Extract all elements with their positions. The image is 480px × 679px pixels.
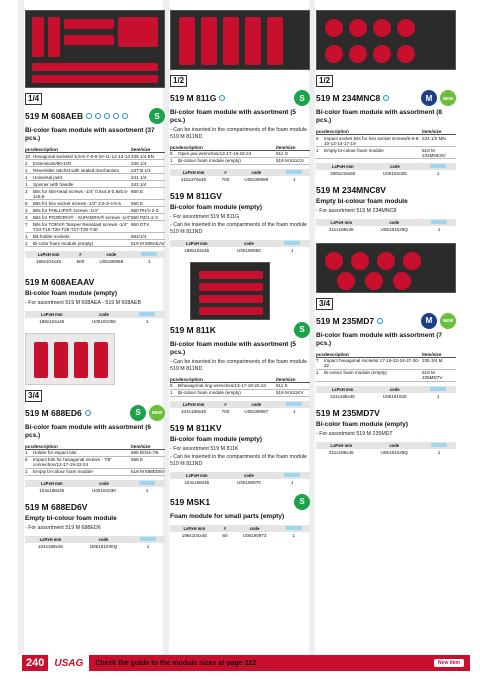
product-code: 519 M 688ED6V: [25, 501, 88, 512]
product-desc: - Can be inserted in the compartments of the foam module 519 M 811ND: [170, 454, 307, 468]
column-3: [316, 10, 456, 456]
size-s-badge: S: [294, 90, 310, 106]
product-image-234mnc8: [316, 10, 456, 70]
size-s-badge: S: [130, 405, 146, 421]
page-number: 240: [22, 655, 48, 671]
product-code: 519 M 234MNC8: [316, 93, 381, 103]
spec-table: LxPxH mm code 330x215x60 U05191025 1: [316, 163, 456, 177]
items-table: pcs description item/size 10 Hexagonal sockets/ 5,5-6-7-8-9-10-11-12-13-14 235 1/4 EN 2 Extensions/50-100 236 1/4 1 Reversible ratchet with sealed mechanism 237 B 1/4 1 Universal joint 241 1/4 1 Spinner with handle 243 1/4 3 Bits for slot-head screws -1/4" 0,6x4,5-0,8x5,5-1x5,5 660 E 5 Bits for hex socket screws -1/4" 2,5-3-4-5-6 660 E 3 Bits for PHILLIPS® screws -1/4" 660 PH/1-2-3 3 Bits for POZIDRIV® - SUPADRIV® screws -1/4" 660 PZ/1-2-3 7 Bits for TORX® Tamper Resistant screws -1/4" T10-T15-T20-T25-T27-T30-T40 660 DTX 1 Bit-holder sockets 684/1/4 1 Bi-color foam module (empty) 519 M 608AEAV: [25, 147, 165, 246]
ean-icon: [141, 252, 157, 256]
footer-note: Check the guide to the module sizes at page 222: [95, 659, 257, 667]
spec-table: LxPxH mm code 104x188x45 U05191030Q 1: [25, 536, 165, 550]
product-code: 519 M 811GV: [170, 190, 222, 201]
size-s-badge: S: [294, 322, 310, 338]
product-image-688ed6: [25, 333, 115, 385]
footer-bar: [89, 655, 470, 671]
spec-table: LxPxH mm code 311x188x45 U05191025Q 1: [316, 219, 456, 233]
ean-icon: [140, 537, 156, 541]
size-s-badge: S: [294, 494, 310, 510]
product-title: Bi-color foam module (empty): [170, 435, 263, 443]
spec-table: LxPxH mm code 188x104x45 U05190992 1: [170, 240, 310, 254]
page-footer: [22, 655, 470, 671]
ean-icon: [286, 526, 302, 530]
spec-table: LxPxH mm # code 188x104x45 500 U05190968 1: [25, 251, 165, 265]
items-table: pcs description item/size 1 Holder for impact bits 685 B/3/4-7/8 5 Impact bits for hexagonal screws - 7/8" connection/12-17-19-22-24 668 E 1 Empty bi-colour foam module 519 M 688ED6V: [25, 443, 165, 475]
ean-icon: [139, 481, 155, 485]
product-code: 519 M 811G: [170, 93, 217, 103]
ean-icon: [284, 241, 300, 245]
product-title: Bi-color foam module (empty): [316, 420, 409, 428]
product-code: 519 M 234MNC8V: [316, 185, 386, 195]
ean-icon: [139, 312, 155, 316]
spec-table: LxPxH mm # code 415x376x45 700 U05190998 1: [170, 169, 310, 183]
product-desc: - For assortment 519 M 811G: [170, 213, 240, 220]
product-desc: - Can be inserted in the compartments of the foam module 519 M 811ND: [170, 222, 307, 236]
color-dot-icon: [219, 95, 225, 101]
color-dot-icon: [86, 113, 92, 119]
ean-icon: [431, 443, 447, 447]
brand-logo: USAG: [54, 657, 84, 669]
product-title: Bi-color foam module with assortment (8 pcs.): [316, 109, 443, 124]
items-table: pcs description item/size 5 Bihexagonal ring wrenches/13-17-19-22-24 811 K 1 Bi-colour foam module (empty) 519 M 811KV: [170, 377, 310, 397]
product-title: Bi-color foam module with assortment (5 pcs.): [170, 340, 297, 356]
color-dot-icon: [95, 113, 101, 119]
spec-table: LxPxH mm code 311x188x45 U05191028 1: [316, 386, 456, 400]
product-code: 519 MSK1: [170, 496, 211, 507]
product-desc: - For assortment 519 M 688ED6: [25, 524, 101, 531]
size-s-badge: S: [149, 108, 165, 124]
product-image-608aeb: [25, 10, 165, 88]
size-fraction: 1/4: [25, 93, 42, 105]
ean-icon: [430, 164, 446, 168]
product-desc: - For assortment 519 M 234MNC8: [316, 208, 397, 214]
product-code: 519 M 608AEAAV: [25, 277, 95, 287]
new-badge: NEW: [440, 313, 456, 329]
items-table: pcs description item/size 7 Impact hexagonal sockets/ 17-19-22-24-27-30-32 235 3/4 M 1 Bi-colour foam module (empty) 519 M 235MD7V: [316, 352, 456, 382]
spec-table: LxPxH mm # code 188x104x45 50 U05190973 1: [170, 525, 310, 539]
product-title: Bi-color foam module with assortment (5 pcs.): [170, 109, 297, 124]
product-title: Bi-color foam module (empty): [170, 203, 263, 211]
color-dot-icon: [104, 113, 110, 119]
product-desc: - Can be inserted in the compartments of the foam module 519 M 811ND: [170, 127, 307, 140]
items-table: pcs description item/size 5 Open jaw wrenches/13-17-19-22-24 811 G 1 Bi-colour foam module (empty) 519 M 811GV: [170, 145, 310, 165]
product-title: Empty bi-colour foam module: [316, 198, 408, 205]
color-dot-icon: [85, 410, 91, 416]
spec-table: LxPxH mm code 104x188x45 U05190970 1: [170, 472, 310, 486]
ean-icon: [430, 387, 446, 391]
column-1: [25, 10, 165, 550]
color-dot-icon: [113, 113, 119, 119]
ean-icon: [284, 473, 300, 477]
items-table: pcs description item/size 8 Impact socket bits for hex socket screws/5-6-8-10-12-14-17-19 234 1/2 MN 1 Empty bi-colour foam module 519 M 234MNC8V: [316, 129, 456, 159]
product-title: Empty bi-colour foam module: [25, 514, 117, 522]
product-desc: - Can be inserted in the compartments of the foam module 519 M 811ND: [170, 358, 307, 372]
size-m-badge: M: [421, 313, 437, 329]
new-item-legend: New item: [434, 659, 464, 667]
size-fraction: 1/2: [316, 75, 333, 87]
product-desc: - For assortment 519 M 235MD7: [316, 430, 393, 437]
spec-table: LxPxH mm code 311x188x45 U05191028Q 1: [316, 442, 456, 456]
product-desc: - For assortment 519 M 811K: [170, 445, 239, 452]
product-code: 519 M 811K: [170, 324, 216, 335]
color-dot-icon: [377, 318, 383, 324]
color-dot-icon: [383, 95, 389, 101]
product-image-811k: [190, 262, 270, 320]
ean-icon: [286, 402, 302, 406]
ean-icon: [286, 170, 302, 174]
product-title: Bi-color foam module (empty): [25, 290, 118, 297]
side-strip: [18, 0, 24, 655]
product-image-235md7: [316, 243, 456, 293]
size-fraction: 3/4: [316, 298, 333, 310]
product-title: Bi-color foam module with assortment (37 pcs.): [25, 127, 155, 142]
product-image-811g: [170, 10, 310, 70]
column-2: [170, 10, 310, 539]
size-fraction: 3/4: [25, 390, 42, 402]
new-badge: NEW: [149, 405, 165, 421]
spec-table: LxPxH mm code 104x188x45 U05191030 1: [25, 480, 165, 494]
spec-table: LxPxH mm code 188x104x45 U05191050 1: [25, 311, 165, 325]
size-fraction: 1/2: [170, 75, 187, 87]
product-code: 519 M 608AEB: [25, 111, 84, 121]
product-desc: - For assortment 519 M 608AEA - 519 M 608AEB: [25, 300, 141, 306]
product-title: Foam module for small parts (empty): [170, 512, 285, 520]
spec-table: LxPxH mm # code 104x188x45 700 U05190997 1: [170, 401, 310, 415]
new-badge: NEW: [440, 90, 456, 106]
product-code: 519 M 811KV: [170, 422, 222, 433]
product-code: 519 M 688ED6: [25, 407, 82, 418]
ean-icon: [431, 220, 447, 224]
product-title: Bi-color foam module with assortment (7 pcs.): [316, 331, 443, 347]
color-dot-icon: [122, 113, 128, 119]
size-m-badge: M: [421, 90, 437, 106]
product-code: 519 M 235MD7: [316, 315, 375, 326]
product-title: Bi-color foam module with assortment (6 pcs.): [25, 423, 152, 439]
product-code: 519 M 235MD7V: [316, 407, 380, 418]
